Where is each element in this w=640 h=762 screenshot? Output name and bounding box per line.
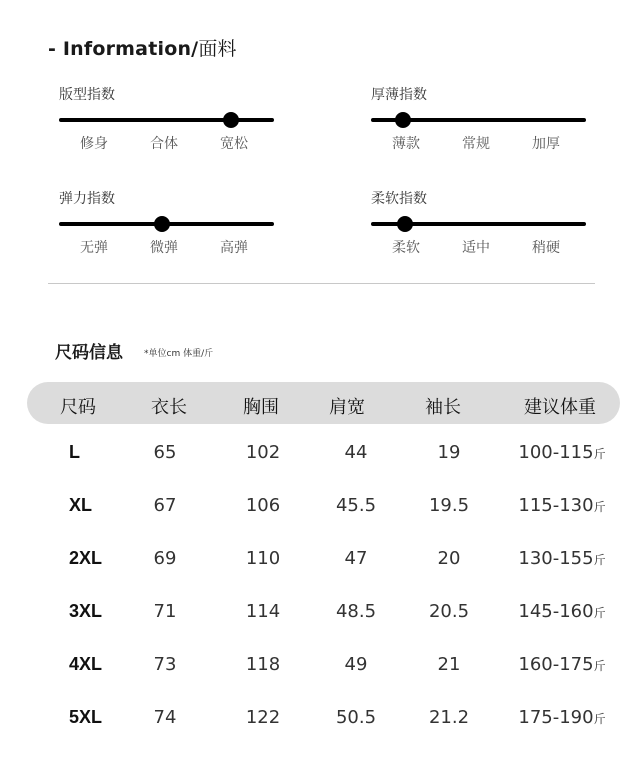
slider-label: 版型指数 [59,87,115,103]
shoulder-cell: 45.5 [335,495,377,516]
sleeve-cell: 21.2 [428,707,470,728]
size-cell: 2XL [69,548,103,568]
weight-value: 115-130 [518,495,594,516]
slider-label: 厚薄指数 [371,87,427,103]
chest-cell: 122 [245,707,281,728]
weight-unit: 斤 [593,712,606,726]
slider-knob [397,216,413,232]
slider-option: 无弹 [80,240,108,256]
weight-unit: 斤 [593,553,606,567]
length-cell: 67 [153,495,177,516]
slider-option: 柔软 [392,240,420,256]
table-header-weight: 建议体重 [524,397,596,418]
length-cell: 73 [153,654,177,675]
slider-option: 微弹 [150,240,178,256]
weight-value: 130-155 [518,548,594,569]
chest-cell: 118 [245,654,281,675]
table-header-sleeve: 袖长 [425,397,461,418]
weight-value: 145-160 [518,601,594,622]
size-cell: 3XL [69,601,103,621]
slider-knob [154,216,170,232]
slider-option: 适中 [462,240,490,256]
sleeve-cell: 21 [437,654,461,675]
slider-option: 薄款 [392,136,420,152]
weight-cell [518,548,605,569]
weight-cell [518,601,605,622]
weight-unit: 斤 [593,500,606,514]
weight-cell [518,707,605,728]
length-cell: 69 [153,548,177,569]
information-title-en: - Information/ [48,38,199,60]
shoulder-cell: 44 [344,442,368,463]
shoulder-cell: 48.5 [335,601,377,622]
size-cell: 4XL [69,654,103,674]
weight-cell [518,654,605,675]
size-info-note: *单位cm 体重/斤 [144,349,214,359]
shoulder-cell: 49 [344,654,368,675]
section-divider [48,283,595,284]
slider-option: 常规 [462,136,490,152]
table-header-shoulder: 肩宽 [329,397,365,418]
slider-label: 弹力指数 [59,191,115,207]
table-header-size: 尺码 [60,397,96,418]
size-cell: 5XL [69,707,103,727]
sleeve-cell: 19 [437,442,461,463]
size-cell: XL [69,495,93,515]
slider-knob [395,112,411,128]
shoulder-cell: 50.5 [335,707,377,728]
slider-option: 修身 [80,136,108,152]
chest-cell: 110 [245,548,281,569]
slider-option: 高弹 [220,240,248,256]
weight-value: 175-190 [518,707,594,728]
sleeve-cell: 20 [437,548,461,569]
slider-option: 宽松 [220,136,248,152]
information-title [48,34,237,61]
slider-track [59,118,274,122]
weight-cell [518,442,605,463]
sleeve-cell: 20.5 [428,601,470,622]
length-cell: 65 [153,442,177,463]
weight-value: 100-115 [518,442,594,463]
slider-label: 柔软指数 [371,191,427,207]
slider-option: 合体 [150,136,178,152]
slider-option: 加厚 [532,136,560,152]
table-header-length: 衣长 [151,397,187,418]
table-header-chest: 胸围 [243,397,279,418]
chest-cell: 106 [245,495,281,516]
weight-unit: 斤 [593,447,606,461]
weight-cell [518,495,605,516]
slider-knob [223,112,239,128]
sleeve-cell: 19.5 [428,495,470,516]
weight-value: 160-175 [518,654,594,675]
length-cell: 71 [153,601,177,622]
information-title-cn: 面料 [198,38,237,60]
chest-cell: 102 [245,442,281,463]
size-info-title: 尺码信息 [55,343,123,363]
shoulder-cell: 47 [344,548,368,569]
size-cell: L [69,442,80,462]
chest-cell: 114 [245,601,281,622]
weight-unit: 斤 [593,606,606,620]
length-cell: 74 [153,707,177,728]
slider-option: 稍硬 [532,240,560,256]
weight-unit: 斤 [593,659,606,673]
